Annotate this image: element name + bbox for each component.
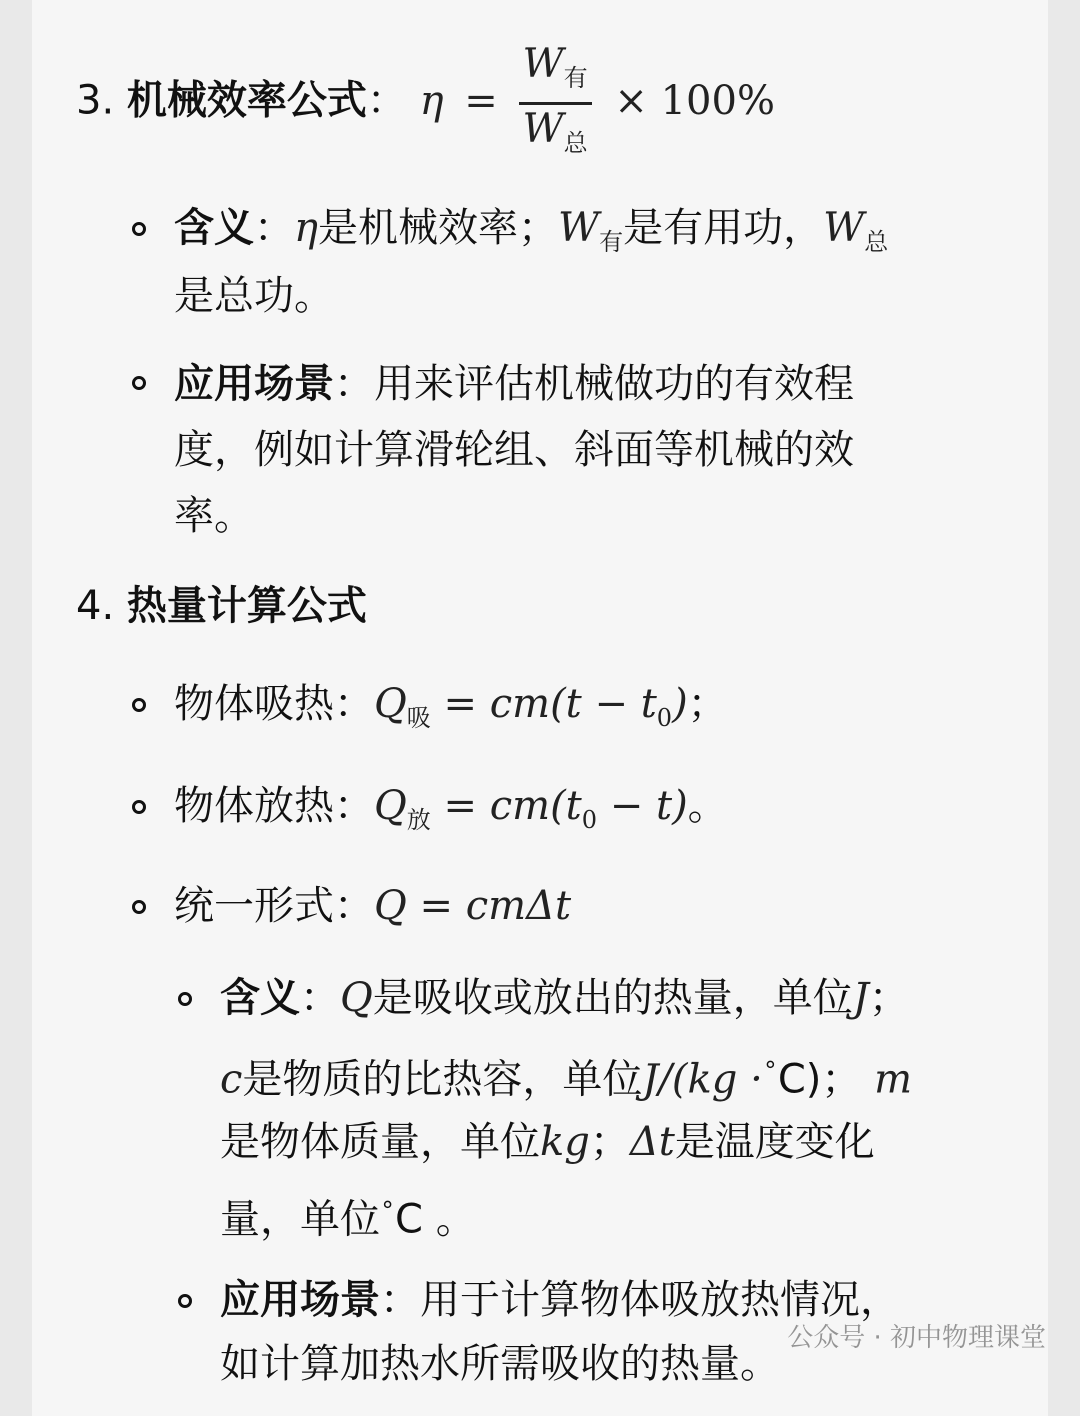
item3-app-line3: 率。: [174, 493, 254, 539]
release-heat-line: [174, 776, 728, 850]
efficiency-fraction: [519, 40, 592, 167]
item3-title: 机械效率公式: [126, 77, 367, 124]
bullet-item3-application: [132, 376, 146, 390]
bullet-item3-meaning: [132, 222, 146, 236]
item4-heading: [76, 576, 367, 636]
eta-symbol: η: [419, 77, 444, 124]
item3-colon: ：: [366, 77, 407, 124]
bullet-heat-application: [178, 1294, 192, 1308]
equals-sign: =: [464, 77, 498, 124]
item3-meaning-line1: 含义：η是机械效率；$W_有$是有用功，$W_总$: [174, 205, 889, 256]
meaning-text: 是有用功，: [623, 205, 824, 251]
degree-symbol: ∘: [762, 1050, 778, 1078]
item3-app-line2: 度，例如计算滑轮组、斜面等机械的效: [174, 427, 854, 473]
celsius-unit: C): [777, 1056, 822, 1103]
degree-symbol: ∘: [380, 1190, 396, 1218]
bullet-unified: [132, 900, 146, 914]
meaning-text: 是机械效率；: [317, 205, 558, 251]
bullet-release: [132, 800, 146, 814]
meaning-label: 含义: [220, 975, 300, 1021]
celsius-unit: C: [395, 1196, 423, 1243]
item4-title: 热量计算公式: [126, 583, 367, 629]
formula-efficiency: [419, 41, 775, 157]
heat-app-line1: 应用场景：用于计算物体吸放热情况，: [220, 1277, 900, 1323]
absorb-punct: ；: [687, 681, 728, 727]
meaning-punct: 。: [435, 1196, 476, 1243]
absorb-heat-line: [174, 674, 728, 748]
joule-symbol: J: [852, 975, 869, 1021]
heat-app-line2: 如计算加热水所需吸收的热量。: [220, 1341, 780, 1387]
fraction-denominator: $W_总$: [522, 106, 588, 157]
delta-t-symbol: Δt: [629, 1119, 675, 1165]
c-symbol: c: [220, 1056, 243, 1103]
w-total: $W_总$: [823, 205, 889, 256]
absorb-formula: $Q_吸 = cm(t - t_0)$: [374, 681, 688, 732]
meaning-text: 是吸收或放出的热量，单位: [372, 975, 853, 1021]
fraction-numerator: $W_有$: [522, 41, 588, 92]
specific-heat-unit: J/(kg ·: [642, 1056, 763, 1103]
bullet-absorb: [132, 698, 146, 712]
unified-formula: Q = cmΔt: [374, 883, 572, 929]
item3-meaning-line2: 是总功。: [174, 273, 334, 319]
item3-heading: [76, 40, 775, 167]
application-label: 应用场景: [220, 1277, 380, 1323]
w-useful: $W_有$: [557, 205, 624, 256]
meaning-text: 量，单位: [220, 1196, 380, 1243]
meaning-punct: ；: [821, 1056, 862, 1103]
meaning-text: 是物质的比热容，单位: [242, 1056, 643, 1103]
eta-symbol: η: [294, 205, 318, 251]
application-text: 用于计算物体吸放热情况，: [420, 1277, 900, 1323]
item3-number: 3.: [76, 77, 115, 124]
m-symbol: m: [874, 1056, 913, 1103]
meaning-label: 含义: [174, 205, 254, 251]
application-label: 应用场景: [174, 361, 334, 407]
meaning-text: 是温度变化: [674, 1119, 875, 1165]
release-label: 物体放热：: [174, 783, 374, 829]
unified-label: 统一形式：: [174, 883, 374, 929]
meaning-text: 是物体质量，单位: [220, 1119, 540, 1165]
absorb-label: 物体吸热：: [174, 681, 374, 727]
heat-meaning-line4: [220, 1180, 476, 1249]
watermark: 公众号 · 初中物理课堂: [787, 1323, 1046, 1353]
q-symbol: Q: [340, 975, 373, 1021]
item3-app-line1: 应用场景：用来评估机械做功的有效程: [174, 361, 854, 407]
meaning-punct: ；: [868, 975, 909, 1021]
application-text: 用来评估机械做功的有效程: [374, 361, 854, 407]
kg-unit: kg: [540, 1119, 590, 1165]
heat-meaning-line2: [220, 1040, 912, 1109]
release-punct: 。: [687, 783, 728, 829]
unified-form-line: [174, 876, 571, 936]
heat-meaning-line1: 含义：Q是吸收或放出的热量，单位J；: [220, 975, 909, 1021]
times-100-percent: × 100%: [614, 77, 775, 124]
item4-number: 4.: [76, 583, 115, 629]
bullet-heat-meaning: [178, 992, 192, 1006]
heat-meaning-line3: [220, 1112, 875, 1172]
meaning-punct: ；: [589, 1119, 630, 1165]
release-formula: $Q_放 = cm(t_0 - t)$: [374, 783, 688, 834]
